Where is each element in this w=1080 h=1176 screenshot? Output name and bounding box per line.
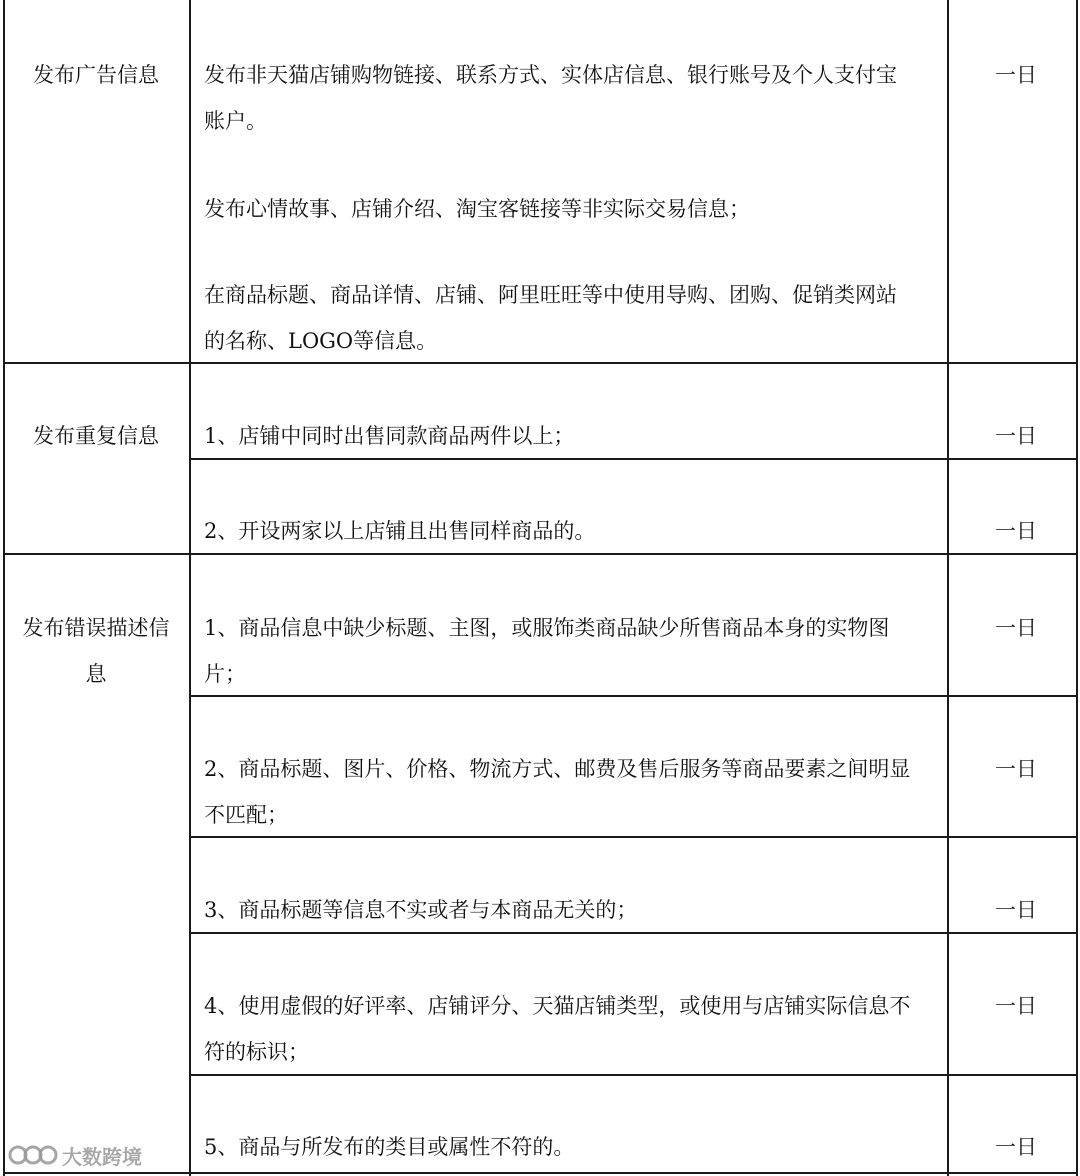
- penalty-value: 一日: [995, 616, 1037, 640]
- rule-text-line: 3、商品标题等信息不实或者与本商品无关的；: [204, 898, 638, 922]
- penalty-value: 一日: [995, 424, 1037, 448]
- rule-text-line: 片；: [204, 662, 246, 686]
- watermark: [8, 1138, 142, 1172]
- category-label: 息: [85, 662, 107, 686]
- penalty-value: 一日: [995, 994, 1037, 1018]
- rule-text-line: 的名称、LOGO等信息。: [204, 329, 438, 353]
- watermark-text: 大数跨境: [62, 1144, 142, 1169]
- rule-text-line: 发布非天猫店铺购物链接、联系方式、实体店信息、银行账号及个人支付宝: [204, 63, 897, 87]
- rule-text-line: 在商品标题、商品详情、店铺、阿里旺旺等中使用导购、团购、促销类网站: [204, 283, 897, 307]
- rule-text-line: 1、店铺中同时出售同款商品两件以上；: [204, 424, 575, 448]
- rule-text-line: 账户。: [204, 109, 267, 133]
- penalty-value: 一日: [995, 519, 1037, 543]
- category-label: 发布重复信息: [33, 424, 159, 448]
- table-border-left: [3, 0, 5, 1176]
- penalty-value: 一日: [995, 1135, 1037, 1159]
- penalty-value: 一日: [995, 898, 1037, 922]
- watermark-logo-icon: [8, 1140, 58, 1170]
- rule-text-line: 2、开设两家以上店铺且出售同样商品的。: [204, 519, 596, 543]
- penalty-value: 一日: [995, 63, 1037, 87]
- rule-text-line: 不匹配；: [204, 803, 288, 827]
- table-divider-category: [189, 0, 191, 1176]
- table-border-bottom: [3, 1172, 1078, 1174]
- rule-text-line: 5、商品与所发布的类目或属性不符的。: [204, 1135, 575, 1159]
- rule-text-line: 1、商品信息中缺少标题、主图，或服饰类商品缺少所售商品本身的实物图: [204, 616, 890, 640]
- rule-text-line: 发布心情故事、店铺介绍、淘宝客链接等非实际交易信息；: [204, 197, 750, 221]
- category-label: 发布错误描述信: [22, 616, 170, 640]
- rule-text-line: 符的标识；: [204, 1040, 309, 1064]
- penalty-value: 一日: [995, 757, 1037, 781]
- rule-text-line: 2、商品标题、图片、价格、物流方式、邮费及售后服务等商品要素之间明显: [204, 757, 911, 781]
- category-label: 发布广告信息: [33, 63, 159, 87]
- rule-text-line: 4、使用虚假的好评率、店铺评分、天猫店铺类型，或使用与店铺实际信息不: [204, 994, 911, 1018]
